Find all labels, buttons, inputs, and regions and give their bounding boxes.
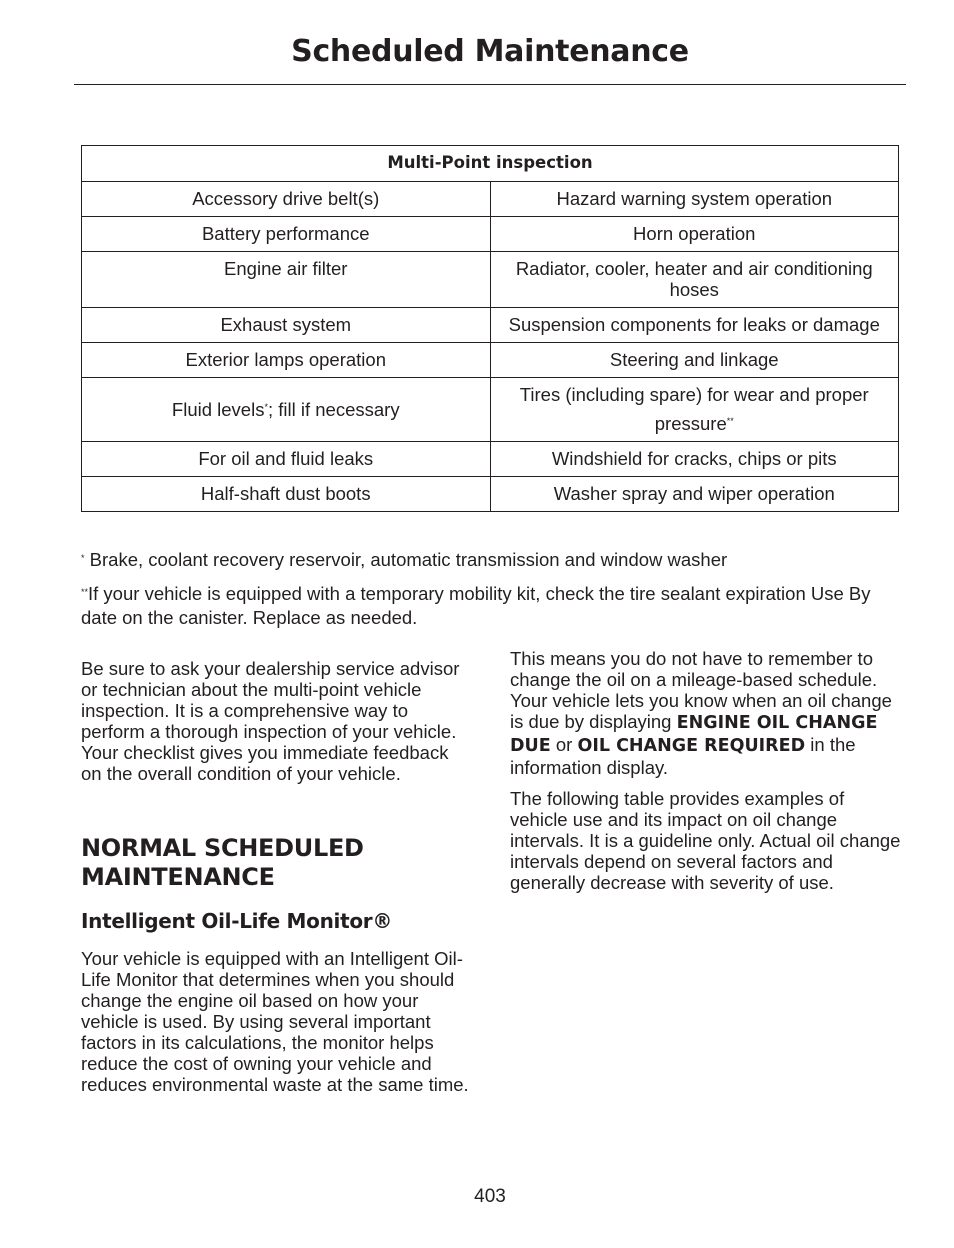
table-cell: [490, 378, 899, 442]
table-row: [82, 252, 899, 308]
table-cell: Horn operation: [490, 217, 899, 252]
subsection-heading: Intelligent Oil-Life Monitor®: [81, 909, 393, 933]
page-number: 403: [474, 1186, 506, 1207]
table-row: [82, 442, 899, 477]
display-message: ENGINE OIL CHANGE DUE: [510, 713, 878, 756]
cell-text: Fluid levels: [171, 398, 265, 420]
table-cell: Accessory drive belt(s): [82, 182, 491, 217]
footnote-mark: *: [264, 401, 268, 412]
cell-text: ; fill if necessary: [267, 398, 400, 420]
table-cell: [82, 378, 491, 442]
right-column: [510, 648, 902, 893]
table-cell: Hazard warning system operation: [490, 182, 899, 217]
table-row: [82, 182, 899, 217]
multi-point-inspection-table: [81, 145, 899, 512]
table-heading: Multi-Point inspection: [82, 146, 899, 182]
footnote-mark: **: [726, 416, 734, 426]
paragraph: Your vehicle is equipped with an Intelligent Oil-Life Monitor that determines when you should change the engine oil based on how your vehicle is used. By using several important factors in its calculations, the monitor helps reduce the cost of owning your vehicle and reduces environmental waste at the same time.: [81, 948, 469, 1095]
table-row: [82, 308, 899, 343]
table-cell: Washer spray and wiper operation: [490, 477, 899, 512]
paragraph-text: This means you do not have to remember to change the oil on a mileage-based schedule. Your vehicle lets you know when an oil change is due by displaying: [510, 648, 892, 732]
footnote-text: If your vehicle is equipped with a temporary mobility kit, check the tire sealant expiration Use By date on the canister. Replace as needed.: [81, 583, 871, 628]
table-header-row: [82, 146, 899, 182]
table-cell: Exhaust system: [82, 308, 491, 343]
cell-text: Tires (including spare) for wear and proper pressure: [519, 384, 869, 434]
page-title: Scheduled Maintenance: [291, 34, 689, 69]
display-message: OIL CHANGE REQUIRED: [577, 736, 806, 756]
table-cell: Exterior lamps operation: [82, 343, 491, 378]
table-cell: Radiator, cooler, heater and air conditioning hoses: [490, 252, 899, 308]
table-row: [82, 217, 899, 252]
paragraph: The following table provides examples of vehicle use and its impact on oil change intervals. It is a guideline only. Actual oil change intervals depend on several factors and generally decrease with severity of use.: [510, 788, 901, 893]
footnote: [81, 582, 901, 630]
paragraph-text: or: [550, 734, 578, 755]
oil-life-paragraph: [81, 948, 473, 1095]
title-divider: [74, 84, 906, 85]
section-heading: NORMAL SCHEDULED MAINTENANCE: [81, 834, 364, 891]
table-cell: Engine air filter: [82, 252, 491, 308]
table-cell: Battery performance: [82, 217, 491, 252]
paragraph: [510, 648, 902, 778]
table-row: [82, 343, 899, 378]
table-cell: Suspension components for leaks or damage: [490, 308, 899, 343]
table-cell: Windshield for cracks, chips or pits: [490, 442, 899, 477]
table-row: [82, 378, 899, 442]
table-row: [82, 477, 899, 512]
table-cell: Half-shaft dust boots: [82, 477, 491, 512]
table-cell: For oil and fluid leaks: [82, 442, 491, 477]
paragraph: Be sure to ask your dealership service advisor or technician about the multi-point vehicle inspection. It is a comprehensive way to perform a thorough inspection of your vehicle. Your checklist gives you immediate feedback on the overall condition of your vehicle.: [81, 658, 460, 784]
footnote-mark: **: [81, 587, 89, 597]
intro-paragraph: [81, 658, 473, 784]
footnote: [81, 548, 901, 572]
table-cell: Steering and linkage: [490, 343, 899, 378]
footnote-mark: *: [81, 553, 85, 563]
footnote-text: Brake, coolant recovery reservoir, automatic transmission and window washer: [84, 549, 728, 570]
paragraph-text: in the information display.: [510, 734, 856, 778]
